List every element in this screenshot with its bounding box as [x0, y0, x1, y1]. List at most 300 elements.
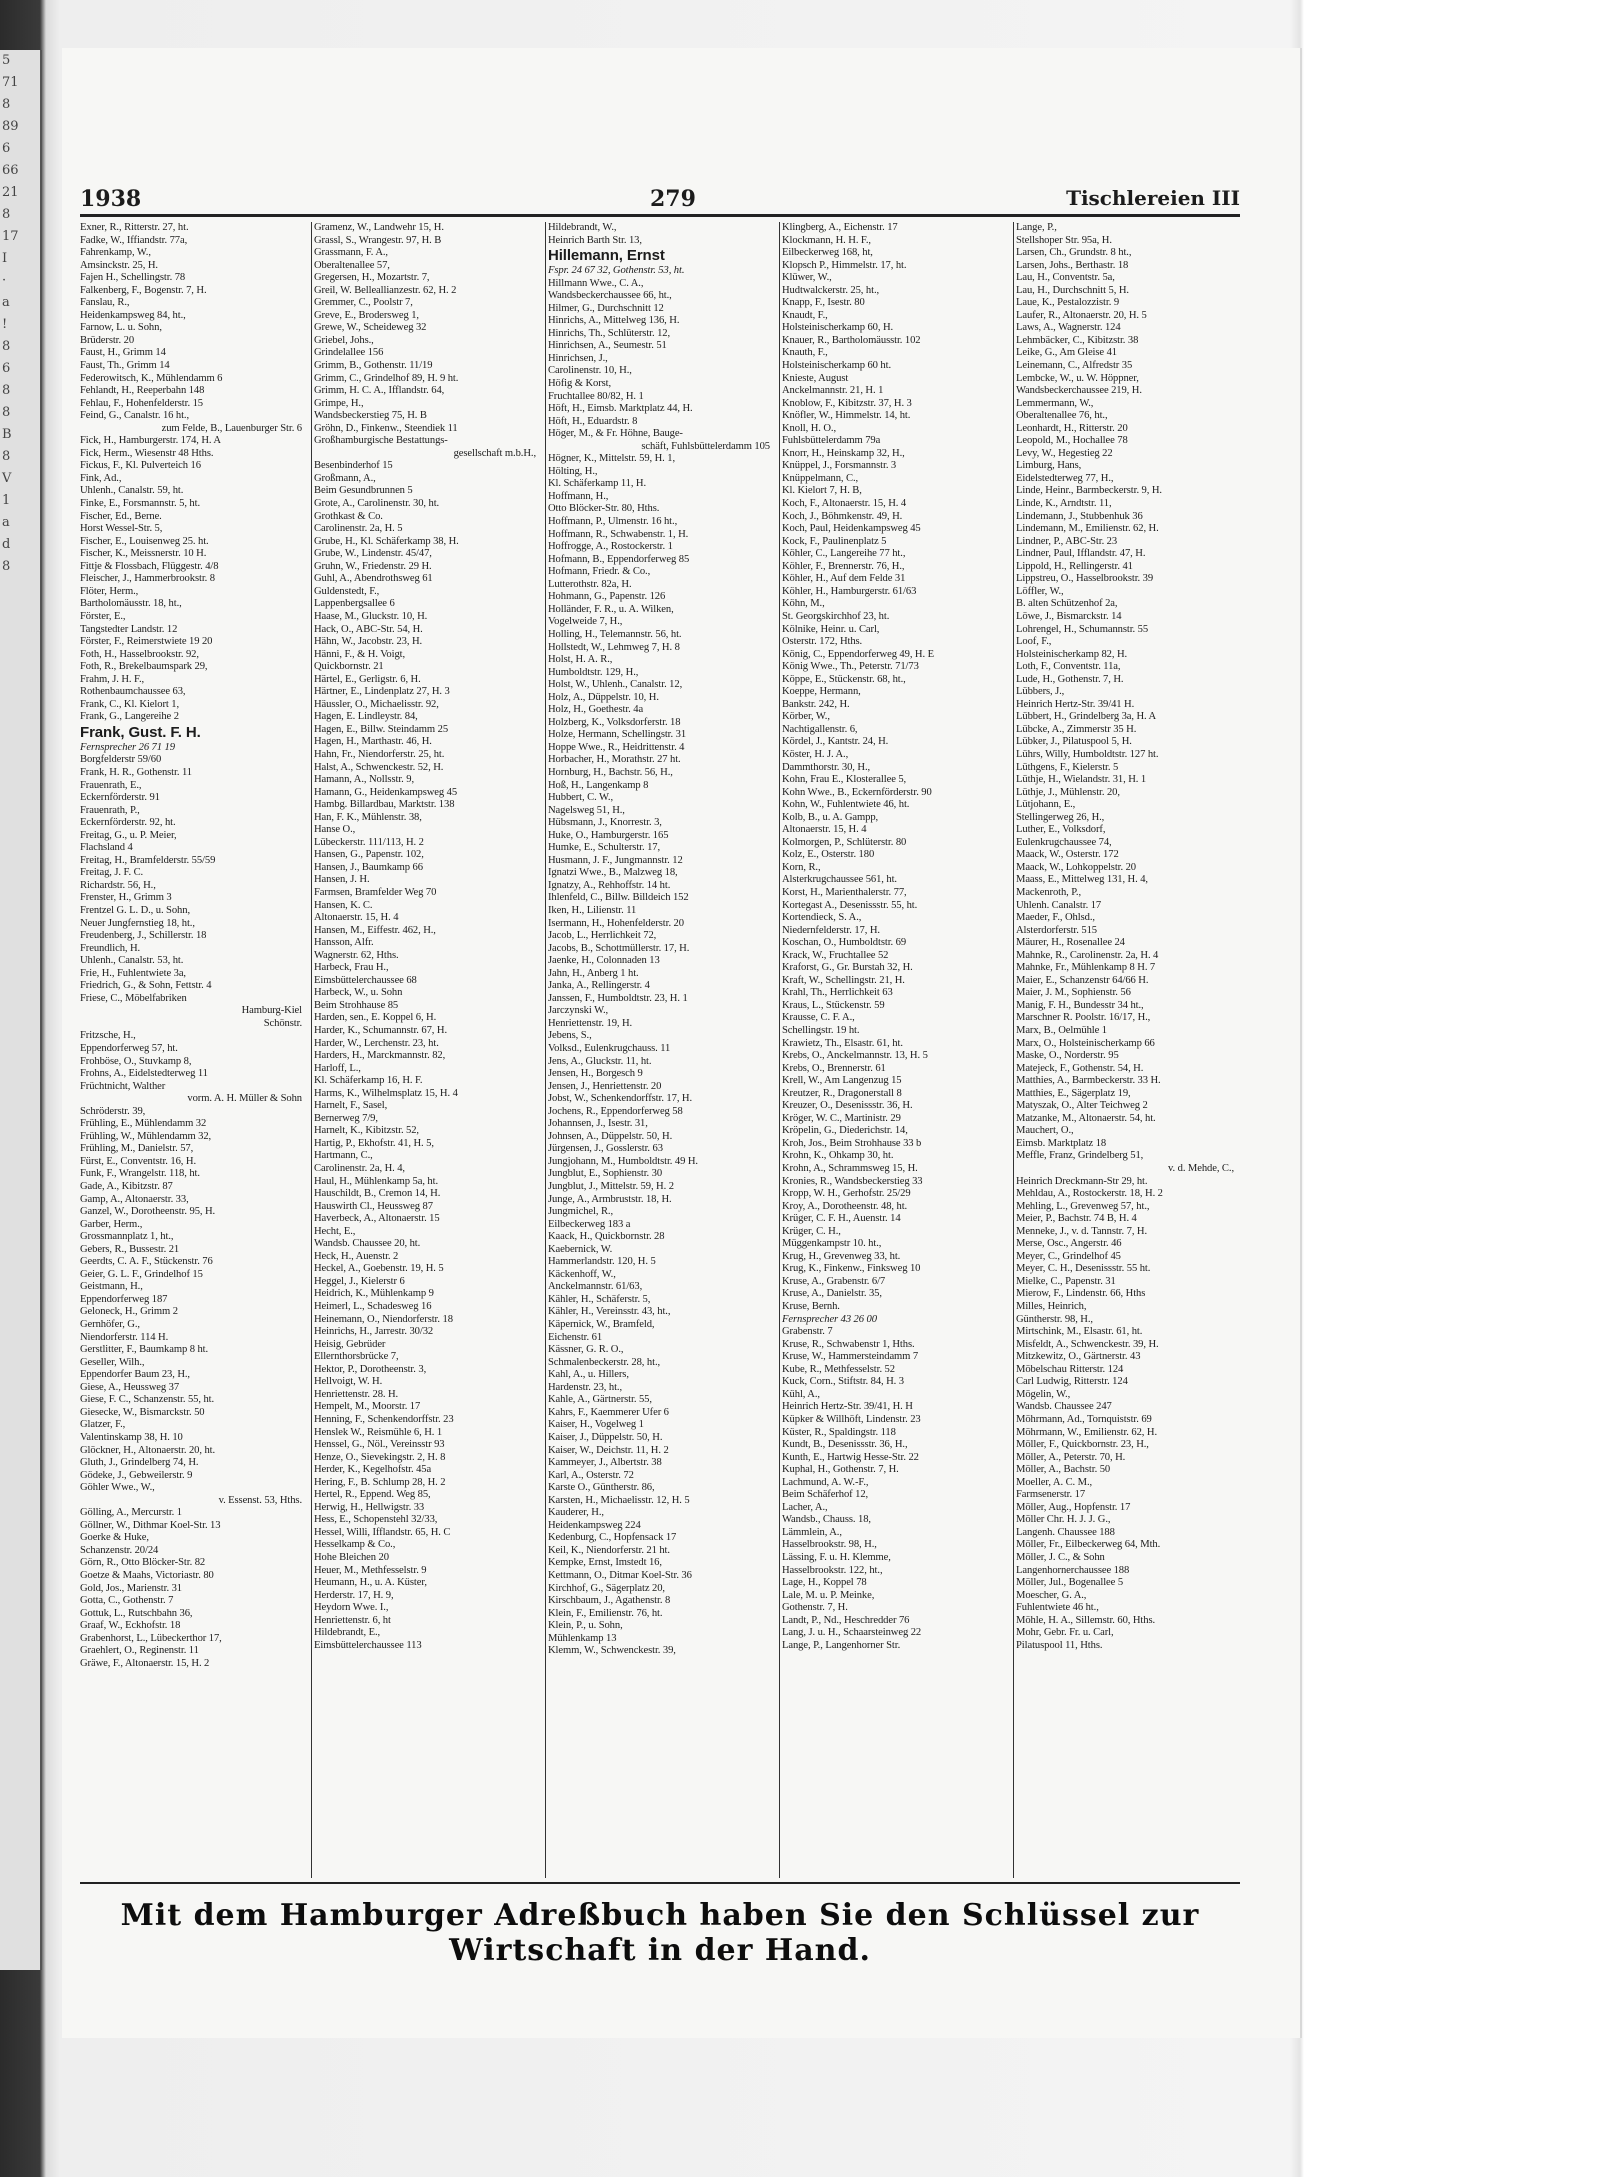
- directory-entry-line: Häussler, O., Michaelisstr. 92,: [314, 698, 439, 710]
- directory-entry-line: Fick, Herm., Wiesenstr 48 Hths.: [80, 447, 214, 459]
- directory-entry-line: Mahnke, R., Carolinenstr. 2a, H. 4: [1016, 949, 1159, 961]
- directory-entry-line: Hofmann, B., Eppendorferweg 85: [548, 553, 690, 565]
- directory-entry-line: Kohn Wwe., B., Eckernförderstr. 90: [782, 786, 932, 798]
- directory-entry-line: Kolmorgen, P., Schlüterstr. 80: [782, 836, 907, 848]
- directory-entry-line: Maass, E., Mittelweg 131, H. 4,: [1016, 874, 1148, 886]
- directory-entry-line: Lange, P.,: [1016, 222, 1057, 233]
- directory-entry-line: Käpernick, W., Bramfeld,: [548, 1319, 655, 1331]
- directory-entry-line: Harms, K., Wilhelmsplatz 15, H. 4: [314, 1087, 458, 1099]
- directory-entry-line: Kaebernick, W.: [548, 1243, 613, 1255]
- directory-entry-line: Heckel, A., Goebenstr. 19, H. 5: [314, 1263, 444, 1275]
- directory-entry-line: Jürgensen, J., Gosslerstr. 63: [548, 1143, 663, 1155]
- previous-page-fragment: 21: [2, 185, 19, 200]
- directory-column-5: [1016, 222, 1240, 1878]
- directory-entry-line: Heidrich, K., Mühlenkamp 9: [314, 1288, 434, 1300]
- directory-entry-line: Käckenhoff, W.,: [548, 1268, 616, 1280]
- directory-entry-line: Hessel, Willi, Ifflandstr. 65, H. C: [314, 1526, 451, 1538]
- directory-entry-line: Lütjohann, E.,: [1016, 799, 1076, 811]
- directory-entry-line: Klüwer, W.,: [782, 272, 832, 284]
- directory-entry-line: Kühl, A.,: [782, 1388, 820, 1400]
- directory-entry-line: Geloneck, H., Grimm 2: [80, 1306, 178, 1318]
- directory-entry-line: Köppe, E., Stückenstr. 68, ht.,: [782, 673, 906, 685]
- directory-entry-line: Korn, R.,: [782, 861, 821, 873]
- directory-entry-line: Kähler, H., Schäferstr. 5,: [548, 1293, 651, 1305]
- previous-page-fragment: 8: [2, 339, 11, 354]
- directory-entry-line: Isermann, H., Hohenfelderstr. 20: [548, 917, 684, 929]
- directory-entry-line: Gade, A., Kibitzstr. 87: [80, 1181, 173, 1193]
- directory-entry-line: Frühling, W., Mühlendamm 32,: [80, 1130, 212, 1142]
- directory-entry-line: Henriettenstr. 19, H.: [548, 1017, 633, 1029]
- directory-column-4: [782, 222, 1010, 1878]
- directory-entry-line: Lindner, P., ABC-Str. 23: [1016, 535, 1118, 547]
- directory-entry-line: Holst, W., Uhlenh., Canalstr. 12,: [548, 679, 683, 691]
- directory-entry-line: Husmann, J. F., Jungmannstr. 12: [548, 854, 683, 866]
- directory-entry-line: Frank, H. R., Gothenstr. 11: [80, 766, 192, 778]
- directory-entry-line: Nagelsweg 51, H.,: [548, 804, 625, 816]
- directory-entry-line: Eidelstedterweg 77, H.,: [1016, 472, 1114, 484]
- directory-entry-line: Gothenstr. 7, H.: [782, 1602, 848, 1614]
- directory-entry-line: Gröhn, D., Finkenw., Steendiek 11: [314, 422, 458, 434]
- directory-entry-line: Loth, F., Conventstr. 11a,: [1016, 661, 1121, 673]
- directory-entry-line: Henning, F., Schenkendorffstr. 23: [314, 1413, 454, 1425]
- directory-entry-line: Kraus, L., Stückenstr. 59: [782, 999, 885, 1011]
- directory-entry-line: Hofmann, Friedr. & Co.,: [548, 566, 651, 578]
- directory-entry-line: Eckernförderstr. 92, ht.: [80, 817, 176, 829]
- directory-entry-line: Hansen, K. C.: [314, 899, 373, 911]
- directory-entry-line: Löffler, W.,: [1016, 585, 1064, 597]
- directory-entry-line: Heck, H., Auenstr. 2: [314, 1250, 399, 1262]
- directory-entry-line: Hudtwalckerstr. 25, ht.,: [782, 284, 880, 296]
- directory-entry-line: Krell, W., Am Langenzug 15: [782, 1075, 902, 1087]
- directory-entry-line: Farmsenerstr. 17: [1016, 1489, 1086, 1501]
- directory-entry-line: Knorr, H., Heinskamp 32, H.,: [782, 447, 905, 459]
- directory-entry-line: Koch, F., Altonaerstr. 15, H. 4: [782, 498, 907, 510]
- directory-entry-line: Mohr, Gebr. Fr. u. Carl,: [1016, 1627, 1114, 1639]
- directory-entry-line: Langenhornerchaussee 188: [1016, 1564, 1130, 1576]
- directory-entry-line: Kruse, A., Grabenstr. 6/7: [782, 1275, 886, 1287]
- directory-entry-line: Friese, C., Möbelfabriken: [80, 992, 187, 1004]
- previous-page-fragment: 6: [2, 361, 11, 376]
- directory-entry-line: Moescher, G. A.,: [1016, 1589, 1087, 1601]
- directory-entry-line: Heuer, M., Methfesselstr. 9: [314, 1564, 427, 1576]
- directory-entry-line: Exner, R., Ritterstr. 27, ht.: [80, 222, 189, 233]
- directory-entry-line: Farnow, L. u. Sohn,: [80, 322, 162, 334]
- directory-entry-line: Jebens, S.,: [548, 1030, 592, 1042]
- directory-entry-line: Löwe, J., Bismarckstr. 14: [1016, 610, 1122, 622]
- directory-entry-line: Grossmannplatz 1, ht.,: [80, 1231, 174, 1243]
- directory-entry-line: Küpker & Willhöft, Lindenstr. 23: [782, 1413, 921, 1425]
- previous-page-fragment: 8: [2, 207, 11, 222]
- directory-entry-line: Jacob, L., Herrlichkeit 72,: [548, 930, 657, 942]
- directory-entry-line: Freitag, G., u. P. Meier,: [80, 829, 177, 841]
- directory-entry-line: Fischer, E., Louisenweg 25. ht.: [80, 535, 209, 547]
- directory-entry-line: Menneke, J., v. d. Tannstr. 7, H.: [1016, 1225, 1148, 1237]
- directory-entry-line: Limburg, Hans,: [1016, 460, 1082, 472]
- directory-entry-line: Koch, J., Böhmkenstr. 49, H.: [782, 510, 903, 522]
- directory-entry-line: Frank, C., Kl. Kielort 1,: [80, 698, 180, 710]
- directory-entry-line: Leopold, M., Hochallee 78: [1016, 435, 1128, 447]
- directory-entry-line: Gebers, R., Bussestr. 21: [80, 1243, 180, 1255]
- directory-entry-line: Mauchert, O.,: [1016, 1125, 1074, 1137]
- directory-entry-line: Göllner, W., Dithmar Koel-Str. 13: [80, 1519, 221, 1531]
- directory-entry-line: Lehmbäcker, C., Kibitzstr. 38: [1016, 334, 1139, 346]
- directory-entry-line: Wandsb., Chauss. 18,: [782, 1514, 871, 1526]
- directory-entry-line: Mitzkewitz, O., Gärtnerstr. 43: [1016, 1351, 1141, 1363]
- directory-entry-line: Horst Wessel-Str. 5,: [80, 523, 163, 535]
- directory-entry-line: Ignatzy, A., Rehhoffstr. 14 ht.: [548, 879, 671, 891]
- directory-entry-line: Fanslau, R.,: [80, 297, 130, 309]
- directory-entry-line: Larsen, Ch., Grundstr. 8 ht.,: [1016, 247, 1132, 259]
- directory-entry-line: Möller, Fr., Eilbeckerweg 64, Mth.: [1016, 1539, 1161, 1551]
- directory-entry-line: Altonaerstr. 15, H. 4: [314, 912, 399, 924]
- directory-entry-line: Henslek W., Reismühle 6, H. 1: [314, 1426, 443, 1438]
- directory-entry-line: Karsten, H., Michaelisstr. 12, H. 5: [548, 1494, 690, 1506]
- previous-page-fragment: 1: [2, 493, 11, 508]
- directory-entry-line: Höger, M., & Fr. Höhne, Bauge-: [548, 428, 683, 440]
- directory-entry-line: Lappenbergsallee 6: [314, 598, 395, 610]
- directory-entry-line: Hollstedt, W., Lehmweg 7, H. 8: [548, 641, 680, 653]
- directory-entry-line: Gödeke, J., Gebweilerstr. 9: [80, 1469, 193, 1481]
- right-margin: [1304, 0, 1600, 2177]
- directory-entry-line: Johnsen, A., Düppelstr. 50, H.: [548, 1130, 673, 1142]
- directory-entry-line: Anckelmannstr. 61/63,: [548, 1281, 643, 1293]
- previous-page-fragment: 66: [2, 163, 19, 178]
- directory-entry-line: Möbelschau Ritterstr. 124: [1016, 1363, 1124, 1375]
- directory-entry-line: Krausse, C. F. A.,: [782, 1012, 855, 1024]
- directory-entry-line: Kronies, R., Wandsbeckerstieg 33: [782, 1175, 923, 1187]
- directory-entry-line: Marx, B., Oelmühle 1: [1016, 1025, 1107, 1036]
- directory-entry-line: Kammeyer, J., Albertstr. 38: [548, 1457, 662, 1469]
- directory-entry-line: Meyer, C., Grindelhof 45: [1016, 1250, 1121, 1262]
- directory-entry-line: Knieste, August: [782, 372, 849, 384]
- directory-entry-line: Oberaltenallee 57,: [314, 259, 390, 271]
- directory-entry-line: Harder, K., Schumannstr. 67, H.: [314, 1025, 447, 1036]
- directory-entry-line: Jensen, H., Borgesch 9: [548, 1068, 643, 1080]
- directory-entry-line: Lüthje, J., Mühlenstr. 20,: [1016, 786, 1120, 798]
- directory-entry-line: Hansen, J., Baumkamp 66: [314, 861, 423, 873]
- directory-entry-line: Küster, R., Spaldingstr. 118: [782, 1426, 896, 1438]
- directory-entry-line: Hubbert, C. W.,: [548, 792, 614, 804]
- directory-entry-line: Frenster, H., Grimm 3: [80, 892, 172, 904]
- directory-entry-line: Jungjohann, M., Humboldtstr. 49 H.: [548, 1155, 698, 1167]
- directory-entry-line: Hasselbrookstr. 122, ht.,: [782, 1564, 883, 1576]
- directory-entry-line: Kauderer, H.,: [548, 1507, 604, 1519]
- directory-entry-line: Hölting, H.,: [548, 465, 598, 477]
- directory-entry-line: Farmsen, Bramfelder Weg 70: [314, 886, 437, 898]
- directory-entry-line: Hambg. Billardbau, Marktstr. 138: [314, 799, 455, 811]
- directory-entry-line: Frohböse, O., Stuvkamp 8,: [80, 1055, 192, 1067]
- directory-entry-line: Köhler, H., Auf dem Felde 31: [782, 573, 906, 585]
- directory-entry-line: Heinrich Hertz-Str. 39/41 H.: [1016, 698, 1135, 710]
- directory-entry-line: Herderstr. 17, H. 9,: [314, 1589, 394, 1601]
- directory-entry-line: Gölling, A., Mercurstr. 1: [80, 1507, 182, 1519]
- directory-entry-line: Görn, R., Otto Blöcker-Str. 82: [80, 1557, 206, 1569]
- previous-page-fragment: V: [2, 471, 12, 486]
- directory-entry-line: Landt, P., Nd., Heschredder 76: [782, 1614, 910, 1626]
- directory-entry-line: Freitag, J. F. C.: [80, 867, 144, 879]
- directory-entry-line: Schellingstr. 19 ht.: [782, 1025, 860, 1036]
- directory-entry-line: Fahrenkamp, W.,: [80, 247, 151, 259]
- directory-entry-line: Guhl, A., Abendrothsweg 61: [314, 573, 433, 585]
- directory-entry-line: Harders, H., Marckmannstr. 82,: [314, 1050, 446, 1062]
- directory-entry-line: Fink, Ad.,: [80, 472, 122, 484]
- directory-entry-line: Frühling, E., Mühlendamm 32: [80, 1118, 207, 1130]
- directory-entry-line: Heisig, Gebrüder: [314, 1338, 386, 1350]
- directory-entry-line: Leinemann, C., Alfredstr 35: [1016, 360, 1133, 372]
- directory-entry-line: Wandsb. Chaussee 20, ht.: [314, 1238, 421, 1250]
- directory-entry-line: Kube, R., Methfesselstr. 52: [782, 1363, 895, 1375]
- directory-entry-line: Hauschildt, B., Cremon 14, H.: [314, 1188, 441, 1200]
- directory-entry-line: Humboldtstr. 129, H.,: [548, 666, 639, 678]
- directory-entry-line: Knöfler, W., Himmelstr. 14, ht.: [782, 410, 911, 422]
- directory-entry-line: Giese, F. C., Schanzenstr. 55, ht.: [80, 1394, 215, 1406]
- directory-entry-line: Mackenroth, P.,: [1016, 886, 1081, 898]
- directory-entry-line: Hoß, H., Langenkamp 8: [548, 779, 649, 791]
- directory-entry-line: Flachsland 4: [80, 842, 133, 854]
- directory-entry-line: Holländer, F. R., u. A. Wilken,: [548, 603, 674, 615]
- directory-entry-line: Kolz, E., Osterstr. 180: [782, 849, 875, 861]
- directory-entry-line: Milles, Heinrich,: [1016, 1301, 1087, 1313]
- directory-entry-line: Hempelt, M., Moorstr. 17: [314, 1401, 421, 1413]
- directory-entry-line: Kölnike, Heinr. u. Carl,: [782, 623, 880, 635]
- directory-entry-line: Mäurer, H., Rosenallee 24: [1016, 937, 1125, 949]
- directory-entry-line: Knoblow, F., Kibitzstr. 37, H. 3: [782, 397, 912, 409]
- directory-entry-line: Harnelt, K., Kibitzstr. 52,: [314, 1125, 419, 1137]
- directory-entry-line: Krüger, C. H.,: [782, 1225, 841, 1237]
- directory-entry-line: Koschan, O., Humboldtstr. 69: [782, 937, 907, 949]
- directory-entry-line: Harbeck, W., u. Sohn: [314, 987, 403, 999]
- directory-entry-line: Gamp, A., Altonaerstr. 33,: [80, 1193, 189, 1205]
- directory-entry-line: Harnelt, F., Sasel,: [314, 1100, 388, 1112]
- directory-entry-line: König, C., Eppendorferweg 49, H. E: [782, 648, 934, 660]
- directory-entry-line: Holz, A., Düppelstr. 10, H.: [548, 691, 659, 703]
- directory-entry-line: Borgfelderstr 59/60: [80, 754, 162, 766]
- directory-entry-line: Freundlich, H.: [80, 942, 141, 954]
- directory-entry-line: Jobst, W., Schenkendorffstr. 17, H.: [548, 1093, 693, 1105]
- directory-entry-line: Kl. Schäferkamp 16, H. F.: [314, 1075, 423, 1087]
- directory-entry-line: Leonhardt, H., Ritterstr. 20: [1016, 422, 1128, 434]
- directory-entry-line: Hertel, R., Eppend. Weg 85,: [314, 1489, 431, 1501]
- directory-entry-line: Henriettenstr. 6, ht: [314, 1614, 391, 1626]
- directory-entry-line: Möller, A., Peterstr. 70, H.: [1016, 1451, 1126, 1463]
- directory-entry-line: Heimerl, L., Schadesweg 16: [314, 1301, 432, 1313]
- directory-entry-line: Hagen, E. Lindleystr. 84,: [314, 711, 418, 723]
- directory-entry-line: Kedenburg, C., Hopfensack 17: [548, 1532, 677, 1544]
- directory-entry-line: Alsterkrugchaussee 561, ht.: [782, 874, 897, 886]
- directory-entry-line: Hansson, Alfr.: [314, 937, 374, 949]
- previous-page-fragment: ·: [2, 273, 7, 288]
- directory-entry-line: Graehlert, O., Reginenstr. 11: [80, 1645, 199, 1657]
- directory-entry-line: Korst, H., Marienthalerstr. 77,: [782, 886, 907, 898]
- directory-entry-line: Großhamburgische Bestattungs-: [314, 435, 448, 447]
- directory-entry-line: Hoppe Wwe., R., Heidrittenstr. 4: [548, 741, 685, 753]
- previous-page-fragment: 8: [2, 405, 11, 420]
- directory-entry-line: Finke, E., Forsmannstr. 5, ht.: [80, 498, 201, 510]
- directory-entry-line: Fadke, W., Iffiandstr. 77a,: [80, 234, 188, 246]
- directory-entry-line: Mögelin, W.,: [1016, 1388, 1071, 1400]
- directory-entry-line: Uhlenh., Canalstr. 59, ht.: [80, 485, 184, 497]
- directory-entry-line: Kock, F., Paulinenplatz 5: [782, 535, 887, 547]
- directory-entry-line: Wandsbeckerstieg 75, H. B: [314, 410, 427, 422]
- directory-entry-line: Wagnerstr. 62, Hths.: [314, 949, 399, 961]
- directory-entry-line: Bernerweg 7/9,: [314, 1112, 378, 1124]
- directory-entry-line: Tangstedter Landstr. 12: [80, 623, 178, 635]
- directory-entry-line: Johannsen, J., Isestr. 31,: [548, 1118, 648, 1130]
- footer-rule: [80, 1882, 1240, 1884]
- directory-entry-line: Gruhn, W., Friedenstr. 29 H.: [314, 560, 432, 572]
- directory-entry-line: Koch, Paul, Heidenkampsweg 45: [782, 523, 921, 535]
- directory-entry-line: Kortegast A., Desenissstr. 55, ht.: [782, 899, 918, 911]
- directory-entry-line: Hähn, W., Jacobstr. 23, H.: [314, 636, 423, 648]
- directory-entry-line: Kundt, B., Desenissstr. 36, H.,: [782, 1439, 908, 1451]
- directory-entry-line: Moeller, A. C. M.,: [1016, 1476, 1093, 1488]
- directory-entry-line: Ellernthorsbrücke 7,: [314, 1351, 399, 1363]
- directory-entry-line: Mierow, F., Lindenstr. 66, Hths: [1016, 1288, 1146, 1300]
- directory-entry-line: Eppendorferweg 57, ht.: [80, 1043, 178, 1054]
- directory-entry-line: Grindelallee 156: [314, 347, 384, 359]
- directory-entry-line: schäft, Fuhlsbüttelerdamm 105: [641, 440, 770, 452]
- directory-entry-line: Karste O., Güntherstr. 86,: [548, 1482, 655, 1494]
- directory-entry-line: Lage, H., Koppel 78: [782, 1577, 867, 1589]
- previous-page-fragment: 8: [2, 449, 11, 464]
- directory-entry-line: Wandsbeckerchaussee 219, H.: [1016, 385, 1142, 397]
- directory-column-3: [548, 222, 776, 1878]
- directory-entry-line: Kroy, A., Dorotheenstr. 48, ht.: [782, 1200, 908, 1212]
- directory-entry-line: Valentinskamp 38, H. 10: [80, 1431, 183, 1443]
- directory-entry-line: Hinrichs, Th., Schlüterstr. 12,: [548, 327, 671, 339]
- directory-entry-line: Nachtigallenstr. 6,: [782, 723, 858, 735]
- directory-entry-line: Langenh. Chaussee 188: [1016, 1526, 1115, 1538]
- directory-entry-line: Brüderstr. 20: [80, 334, 135, 346]
- directory-entry-line: Köster, H. J. A.,: [782, 748, 849, 760]
- directory-entry-line: Frauenrath, E.,: [80, 779, 142, 791]
- directory-entry-line: Meyer, C. H., Desenissstr. 55 ht.: [1016, 1263, 1151, 1275]
- directory-entry-line: Klein, P., u. Sohn,: [548, 1620, 623, 1632]
- directory-entry-line: Knüppelmann, C.,: [782, 472, 859, 484]
- directory-entry-line: Fischer, K., Meissnerstr. 10 H.: [80, 548, 207, 560]
- directory-entry-line: Hohe Bleichen 20: [314, 1551, 389, 1563]
- directory-entry-line: Huke, O., Hamburgerstr. 165: [548, 829, 669, 841]
- directory-entry-line: Lübbers, J.,: [1016, 686, 1065, 698]
- directory-entry-line: Kaiser, H., Vogelweg 1: [548, 1419, 644, 1431]
- directory-entry-line: Falkenberg, F., Bogenstr. 7, H.: [80, 284, 207, 296]
- directory-entry-line: Möhle, H. A., Sillemstr. 60, Hths.: [1016, 1614, 1156, 1626]
- directory-entry-line: Fritzsche, H.,: [80, 1030, 136, 1042]
- directory-entry-line: Eilbeckerweg 168, ht,: [782, 247, 873, 259]
- directory-entry-line: Neuer Jungfernstieg 18, ht.,: [80, 917, 195, 929]
- directory-entry-line: Krohn, A., Schrammsweg 15, H.: [782, 1163, 918, 1175]
- directory-entry-line: Laufer, R., Altonaerstr. 20, H. 5: [1016, 309, 1147, 321]
- directory-entry-line: Henssel, G., Nöl., Vereinsstr 93: [314, 1439, 445, 1451]
- directory-entry-line: Gold, Jos., Marienstr. 31: [80, 1582, 182, 1594]
- directory-entry-line: Möller, Jul., Bogenallee 5: [1016, 1577, 1124, 1589]
- directory-entry-line: Matyszak, O., Alter Teichweg 2: [1016, 1100, 1148, 1112]
- directory-entry-line: Grimm, H. C. A., Ifflandstr. 64,: [314, 385, 445, 397]
- directory-entry-line: Köhn, M.,: [782, 598, 825, 610]
- directory-entry-line: Knauer, R., Bartholomäusstr. 102: [782, 334, 921, 346]
- directory-entry-line: Grabenhorst, L., Lübeckerthor 17,: [80, 1632, 222, 1644]
- directory-entry-line: vorm. A. H. Müller & Sohn: [187, 1093, 302, 1105]
- directory-entry-line: Klopsch P., Himmelstr. 17, ht.: [782, 259, 907, 271]
- directory-entry-line: Hering, F., B. Schlump 28, H. 2: [314, 1476, 446, 1488]
- directory-entry-line: Eimsb. Marktplatz 18: [1016, 1137, 1107, 1149]
- directory-entry-line: Lässing, F. u. H. Klemme,: [782, 1551, 891, 1563]
- directory-entry-line: Beim Schäferhof 12,: [782, 1489, 869, 1501]
- directory-entry-line: Kroh, Jos., Beim Strohhause 33 b: [782, 1137, 922, 1149]
- directory-entry-line: Hillmann Wwe., C. A.,: [548, 277, 644, 289]
- directory-entry-line: Köhler, C., Langereihe 77 ht.,: [782, 548, 906, 560]
- directory-entry-line: Kreuzer, O., Desenissstr. 36, H.: [782, 1100, 913, 1112]
- directory-entry-line: Mehling, L., Grevenweg 57, ht.,: [1016, 1200, 1150, 1212]
- directory-entry-line: Karl, A., Osterstr. 72: [548, 1469, 634, 1481]
- directory-entry-line: Richardstr. 56, H.,: [80, 879, 156, 891]
- directory-entry-line: Krug, K., Finkenw., Finksweg 10: [782, 1263, 921, 1275]
- directory-entry-line: Frühling, M., Danielstr. 57,: [80, 1143, 194, 1155]
- directory-entry-line: Fuhlsbüttelerdamm 79a: [782, 435, 881, 447]
- directory-entry-line: Harder, W., Lerchenstr. 23, ht.: [314, 1037, 439, 1049]
- previous-page-fragment: 8: [2, 383, 11, 398]
- directory-entry-line: Frohns, A., Eidelstedterweg 11: [80, 1068, 208, 1080]
- directory-entry-line: Krüger, C. F. H., Auenstr. 14: [782, 1213, 901, 1225]
- directory-entry-line: Krohn, K., Ohkamp 30, ht.: [782, 1150, 894, 1162]
- directory-entry-line: Fernsprecher 43 26 00: [782, 1313, 877, 1325]
- previous-page-fragment: a: [2, 295, 10, 310]
- directory-entry-line: Gottuk, L., Rutschbahn 36,: [80, 1607, 193, 1619]
- directory-entry-line: Fajen H., Schellingstr. 78: [80, 272, 186, 284]
- directory-entry-line: Knoll, H. O.,: [782, 422, 837, 434]
- directory-entry-line: Lippstreu, O., Hasselbrookstr. 39: [1016, 573, 1154, 585]
- directory-entry-line: Geerdts, C. A. F., Stückenstr. 76: [80, 1256, 213, 1268]
- directory-entry-line: Vogelweide 7, H.,: [548, 616, 623, 628]
- directory-entry-line: Kraft, W., Schellingstr. 21, H.: [782, 974, 905, 986]
- directory-entry-line: v. d. Mehde, C.,: [1168, 1163, 1234, 1175]
- column-divider: [545, 222, 546, 1878]
- directory-entry-line: Kohn, W., Fuhlentwiete 46, ht.: [782, 799, 910, 811]
- directory-entry-line: Fspr. 24 67 32, Gothenstr. 53, ht.: [548, 265, 685, 277]
- directory-entry-line: Kohn, Frau E., Klosterallee 5,: [782, 774, 907, 786]
- directory-entry-line: Förster, E.,: [80, 610, 126, 622]
- directory-entry-line: Kirschbaum, J., Agathenstr. 8: [548, 1595, 671, 1607]
- directory-entry-line: Fehlau, F., Hohenfelderstr. 15: [80, 397, 203, 409]
- directory-entry-line: Uhlenh., Canalstr. 53, ht.: [80, 955, 184, 967]
- column-divider: [1013, 222, 1014, 1878]
- directory-entry-line: Gotta, C., Gothenstr. 7: [80, 1595, 174, 1607]
- directory-entry-line: Mahnke, Fr., Mühlenkamp 8 H. 7: [1016, 962, 1156, 974]
- page-year: 1938: [80, 186, 142, 212]
- directory-entry-line: Hänni, F., & H. Voigt,: [314, 648, 406, 660]
- directory-entry-line: Holze, Hermann, Schellingstr. 31: [548, 729, 687, 741]
- directory-entry-line: Klingberg, A., Eichenstr. 17: [782, 222, 898, 233]
- directory-entry-line: Kördel, J., Kantstr. 24, H.: [782, 736, 889, 748]
- directory-entry-line: Lutterothstr. 82a, H.: [548, 578, 632, 590]
- previous-page-fragment: 8: [2, 559, 11, 574]
- directory-entry-line: Jungblut, J., Mittelstr. 59, H. 2: [548, 1181, 674, 1193]
- directory-entry-line: Giese, A., Heussweg 37: [80, 1381, 180, 1393]
- directory-entry-line: Lübbert, H., Grindelberg 3a, H. A: [1016, 711, 1157, 723]
- directory-entry-line: Beim Strohhause 85: [314, 999, 399, 1011]
- directory-entry-line: Hecht, E.,: [314, 1225, 356, 1237]
- directory-entry-line: Faust, Th., Grimm 14: [80, 360, 170, 372]
- directory-entry-line: Jungmichel, R.,: [548, 1206, 614, 1218]
- directory-entry-line: Halst, A., Schwenckestr. 52, H.: [314, 761, 444, 773]
- directory-entry-line: Lindner, Paul, Ifflandstr. 47, H.: [1016, 548, 1146, 560]
- directory-entry-line: Ihlenfeld, C., Billw. Billdeich 152: [548, 892, 689, 904]
- directory-entry-line: Köhler, H., Hamburgerstr. 61/63: [782, 585, 917, 597]
- directory-entry-line: Maack, W., Osterstr. 172: [1016, 849, 1119, 861]
- directory-entry-line: Höfig & Korst,: [548, 378, 612, 390]
- directory-entry-line: Matthies, E., Sägerplatz 19,: [1016, 1087, 1131, 1099]
- directory-entry-line: Klockmann, H. H. F.,: [782, 234, 871, 246]
